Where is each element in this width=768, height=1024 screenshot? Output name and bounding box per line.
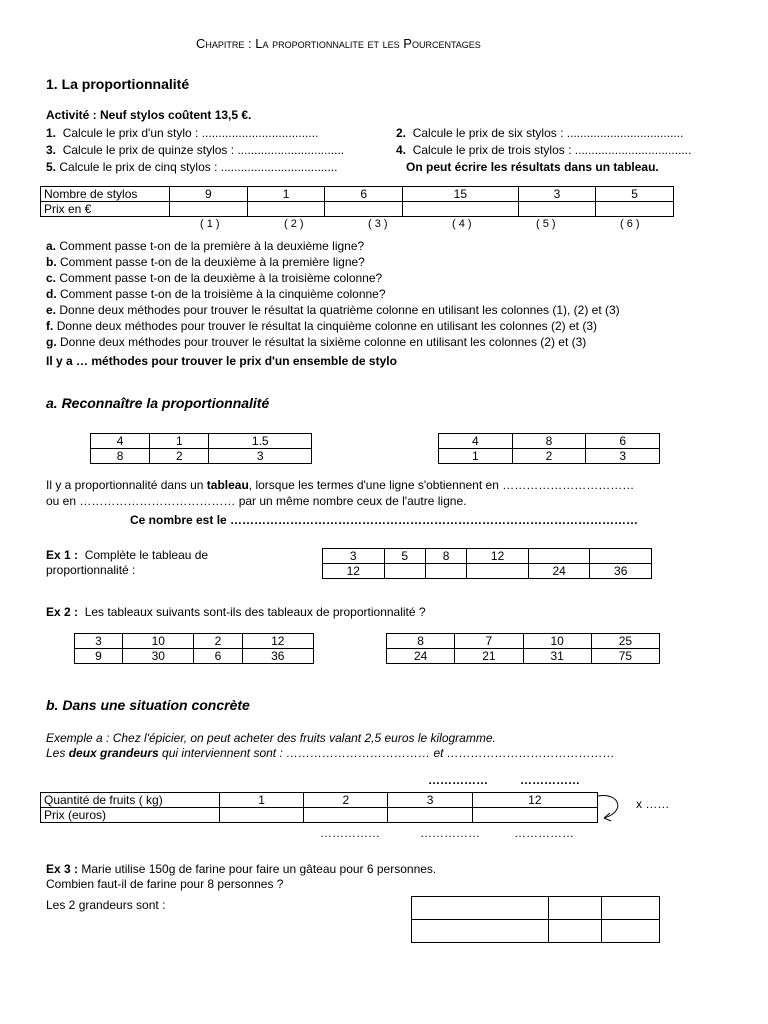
question-b: b. Comment passe t-on de la deuxième à la première ligne? <box>46 255 365 269</box>
methods-line: Il y a … méthodes pour trouver le prix d'un ensemble de stylo <box>46 354 397 368</box>
definition-line-3: Ce nombre est le ………………………………………………………………………………………… <box>130 513 639 527</box>
question-2: 2. Calcule le prix de six stylos : ................................... <box>396 126 684 140</box>
question-a: a. Comment passe t-on de la première à la deuxième ligne? <box>46 239 365 253</box>
table-row-label: Prix en € <box>41 202 170 217</box>
table-cell: 1 <box>247 187 325 202</box>
question-4: 4. Calcule le prix de trois stylos : ................................... <box>396 143 692 157</box>
table-cell: 9 <box>170 187 248 202</box>
table-cell[interactable] <box>602 920 660 943</box>
column-label: ( 3 ) <box>368 218 388 230</box>
table-cell[interactable] <box>528 549 590 564</box>
table-cell: 8 <box>425 549 466 564</box>
question-3: 3. Calcule le prix de quinze stylos : ................................ <box>46 143 345 157</box>
table-cell: 1 <box>220 793 304 808</box>
table-cell: 3 <box>518 187 596 202</box>
table-cell[interactable] <box>388 808 472 823</box>
question-g: g. Donne deux méthodes pour trouver le résultat la sixième colonne en utilisant les colonnes (2) et (3) <box>46 335 587 349</box>
table-cell[interactable] <box>549 920 602 943</box>
table-cell: 6 <box>194 649 242 664</box>
column-label: ( 2 ) <box>284 218 304 230</box>
table-cell: 6 <box>586 434 660 449</box>
fruits-table <box>40 792 598 823</box>
table-cell[interactable] <box>384 564 425 579</box>
ex1-text: Ex 1 : Complète le tableau de <box>46 548 209 562</box>
page-title: Chapitre : La proportionnalite et les Pourcentages <box>196 36 481 51</box>
column-label: ( 4 ) <box>452 218 472 230</box>
ex2-text: Ex 2 : Les tableaux suivants sont-ils des tableaux de proportionnalité ? <box>46 605 426 619</box>
table-cell: 24 <box>528 564 590 579</box>
ex1-text-2: proportionnalité : <box>46 563 136 577</box>
table-cell: 12 <box>467 549 529 564</box>
column-label: ( 6 ) <box>620 218 640 230</box>
table-cell: 3 <box>586 449 660 464</box>
table-cell: 2 <box>194 634 242 649</box>
table-cell: 1 <box>439 449 513 464</box>
table-cell[interactable] <box>247 202 325 217</box>
activity-title: Activité : Neuf stylos coûtent 13,5 €. <box>46 108 252 122</box>
table-cell: 9 <box>75 649 123 664</box>
table-cell: 12 <box>242 634 313 649</box>
question-e: e. Donne deux méthodes pour trouver le résultat la quatrième colonne en utilisant les colonnes (1), (2) et (3) <box>46 303 620 317</box>
table-cell[interactable] <box>467 564 529 579</box>
table-cell[interactable] <box>412 897 549 920</box>
question-5: 5. Calcule le prix de cinq stylos : ................................... <box>46 160 338 174</box>
table-cell[interactable] <box>549 897 602 920</box>
table-cell: 4 <box>439 434 513 449</box>
ex3-table <box>411 896 660 943</box>
definition-line-2: ou en ………………………………… par un même nombre ceux de l'autre ligne. <box>46 494 467 508</box>
ex2-table-1 <box>74 633 314 664</box>
ex3-line-1: Ex 3 : Marie utilise 150g de farine pour faire un gâteau pour 6 personnes. <box>46 862 437 876</box>
question-1: 1. Calcule le prix d'un stylo : ................................... <box>46 126 319 140</box>
ex1-table <box>322 548 652 579</box>
table-cell[interactable] <box>403 202 519 217</box>
column-label: ( 5 ) <box>536 218 556 230</box>
table-cell[interactable] <box>304 808 388 823</box>
column-label: ( 1 ) <box>200 218 220 230</box>
table-cell[interactable] <box>425 564 466 579</box>
table-cell: 6 <box>325 187 403 202</box>
ex3-line-2: Combien faut-il de farine pour 8 personnes ? <box>46 877 284 891</box>
table-cell[interactable] <box>602 897 660 920</box>
question-f: f. Donne deux méthodes pour trouver le résultat la cinquième colonne en utilisant les colonnes (2) et (3) <box>46 319 597 333</box>
table-cell: 25 <box>591 634 659 649</box>
dots-bottom-1: …………… <box>320 826 380 840</box>
table-row-label: Prix (euros) <box>41 808 220 823</box>
table-cell: 12 <box>472 793 597 808</box>
table-cell: 8 <box>512 434 586 449</box>
table-cell[interactable] <box>518 202 596 217</box>
table-a1 <box>90 433 312 464</box>
activity-note: On peut écrire les résultats dans un tableau. <box>406 160 659 174</box>
table-cell: 8 <box>91 449 150 464</box>
table-cell: 4 <box>91 434 150 449</box>
table-row-label: Quantité de fruits ( kg) <box>41 793 220 808</box>
dots-top-1: …………… <box>428 773 488 787</box>
table-cell: 3 <box>75 634 123 649</box>
ex3-line-3: Les 2 grandeurs sont : <box>46 898 166 912</box>
table-cell[interactable] <box>590 549 652 564</box>
section-a-title: a. Reconnaître la proportionnalité <box>46 395 270 411</box>
example-line-2: Les deux grandeurs qui interviennent sont : ……………………………… et …………………………………… <box>46 746 615 760</box>
section-proportionnalite: 1. La proportionnalité <box>46 76 190 92</box>
table-cell: 75 <box>591 649 659 664</box>
table-cell: 3 <box>209 449 312 464</box>
table-cell: 10 <box>523 634 591 649</box>
table-cell: 5 <box>384 549 425 564</box>
dots-bottom-3: …………… <box>514 826 574 840</box>
table-cell: 3 <box>388 793 472 808</box>
table-cell: 2 <box>304 793 388 808</box>
table-cell: 21 <box>455 649 523 664</box>
table-cell[interactable] <box>596 202 674 217</box>
table-cell: 1 <box>150 434 209 449</box>
table-cell: 15 <box>403 187 519 202</box>
ex2-table-2 <box>386 633 660 664</box>
table-cell: 2 <box>150 449 209 464</box>
section-b-title: b. Dans une situation concrète <box>46 697 250 713</box>
table-cell: 30 <box>123 649 194 664</box>
dots-top-2: …………… <box>520 773 580 787</box>
table-cell: 10 <box>123 634 194 649</box>
question-c: c. Comment passe t-on de la deuxième à la troisième colonne? <box>46 271 383 285</box>
definition-line-1: Il y a proportionnalité dans un tableau, lorsque les termes d'une ligne s'obtiennent en …………………………… <box>46 478 635 492</box>
table-cell: 36 <box>242 649 313 664</box>
table-cell: 5 <box>596 187 674 202</box>
table-cell[interactable] <box>412 920 549 943</box>
example-line-1: Exemple a : Chez l'épicier, on peut acheter des fruits valant 2,5 euros le kilogramme. <box>46 731 496 745</box>
table-a2 <box>438 433 660 464</box>
question-d: d. Comment passe t-on de la troisième à la cinquième colonne? <box>46 287 386 301</box>
curved-arrow-icon <box>596 790 626 824</box>
table-cell: 2 <box>512 449 586 464</box>
table-cell: 36 <box>590 564 652 579</box>
table-row-label: Nombre de stylos <box>41 187 170 202</box>
table-cell[interactable] <box>170 202 248 217</box>
multiplier-label: x …… <box>636 797 670 811</box>
table-cell: 12 <box>323 564 385 579</box>
table-cell: 8 <box>387 634 455 649</box>
table-cell[interactable] <box>472 808 597 823</box>
table-cell[interactable] <box>325 202 403 217</box>
dots-bottom-2: …………… <box>420 826 480 840</box>
table-cell: 3 <box>323 549 385 564</box>
table-cell: 24 <box>387 649 455 664</box>
table-cell: 1.5 <box>209 434 312 449</box>
table-cell: 31 <box>523 649 591 664</box>
stylos-table <box>40 186 674 217</box>
table-cell: 7 <box>455 634 523 649</box>
table-cell[interactable] <box>220 808 304 823</box>
